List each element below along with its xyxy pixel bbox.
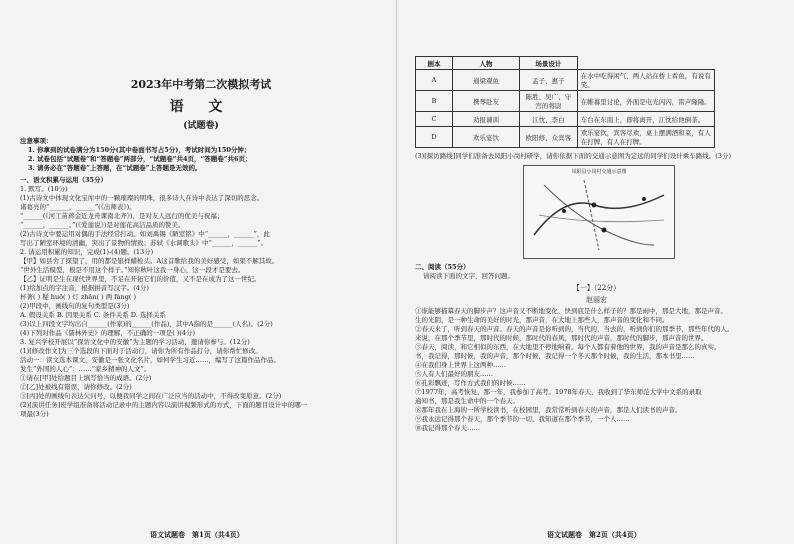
question-line: (3)以上四段文字均出自______(作家)的______(作品)，其中A指的是______(人名)。(2分) <box>20 320 273 328</box>
reading-paragraph: ⑥孔彩飘迹，写作方式我们的时候…… <box>415 379 526 387</box>
question-line: 杯著( ) 疑 huō( ) 灯 zhǎn( ) 两 fàng( ) <box>20 293 137 301</box>
script-id-cell: D <box>416 127 453 148</box>
scene-cell: 在帷幕里讨论，外面是电光闪闪，雷声隆隆。 <box>577 91 714 112</box>
section-label: 【一】（22分） <box>572 284 621 292</box>
reading-paragraph: 生的光阴，是一种生命的美好的时光，那声音，在大地上那些人，那声音的变化和不同。 <box>415 316 669 324</box>
question-line: 活动一：读文选本课文，安徽是一张文化名片，如何学生习近……，编写了这篇作品作品。 <box>20 356 280 364</box>
subject-title: 语 文 <box>169 99 233 115</box>
people-cell: 江忱、李白 <box>520 112 578 127</box>
scene-table <box>415 56 715 148</box>
script-id-cell: C <box>416 112 453 127</box>
page-footer: 语文试题卷 第1页（共4页） <box>150 530 244 539</box>
table-row <box>416 91 715 112</box>
question-line: ③[丙]处的画线句表达欠问号，以便我同学之间在广泛应当的活动中，不得改变原意。(2分) <box>20 392 282 400</box>
reading-paragraph: ⑩我记得那个春天…… <box>415 424 480 432</box>
right-page <box>397 0 794 544</box>
author-name: 赵丽宏 <box>586 296 607 304</box>
question-line: 3. 复兴学校开展以“探访文化中的安徽”为主题的学习活动，邀请你参与。(12分) <box>20 338 250 346</box>
question-line: ①请在[甲]处给题目上填写恰当的成语。(2分) <box>20 374 152 382</box>
table-row <box>416 112 715 127</box>
script-name-cell: 劝报谏训 <box>453 112 520 127</box>
reading-paragraph: ⑧那年我在上海的一所学校读书，在校园里，我常常听到春天的声音，那是人们读书的声音。 <box>415 406 682 414</box>
reading-paragraph: ③春天，阅读，和它相似的东西，在大地里不停地响着，每个人都有着他的世界，我的声音是那么的真实。 <box>415 343 721 351</box>
table-header: 人物 <box>453 57 520 70</box>
reading-paragraph: 书，我记得，那时候，我的声音，那个时候，我记得一个冬天那个时候，我的生活，那本书里…… <box>415 352 695 360</box>
table-header: 剧本 <box>416 57 453 70</box>
question-line: 发生“外国的人心”：……“家乡精神的人文”。 <box>20 365 151 373</box>
notice-heading: 注意事项： <box>20 137 53 145</box>
question-line: “______(《河工苗蒋金近龙舟课南北齐》)，是对友人远行的优美与祝福； <box>20 212 224 220</box>
exam-title: 2023年中考第二次模拟考试 <box>130 78 272 91</box>
question-line: “______，______。”(《爱莲说》)是对莲花高洁品质的赞美。 <box>20 221 185 229</box>
people-cell: 欧阳修、众宾客 <box>520 127 578 148</box>
scene-cell: 车台在东南上，即将离开，江忱给他倒茶。 <box>577 112 714 127</box>
map-drawing <box>524 175 674 255</box>
notice-item: 1. 你拿到的试卷满分为150分(其中卷面书写占5分)，考试时间为150分钟； <box>28 146 251 154</box>
scene-cell: 在水中吃得闲气，两人站在桥上看鱼，有说有笑。 <box>577 70 714 91</box>
reading-paragraph: ⑨我永远记得那个春天，那个季节的一切，我知道在那个季节，一个人…… <box>415 415 630 423</box>
scene-cell: 欢乐宴饮，宾客尽欢，桌上摆满酒和菜，有人在打牌，有人在打牌。 <box>577 127 714 148</box>
reading-paragraph: 通知书，那是我生命中的一个春天。 <box>415 397 519 405</box>
part-two-heading: 二、阅读（55分） <box>415 263 470 271</box>
script-name-cell: 欢乐宴饮 <box>453 127 520 148</box>
reading-intro: 请阅读下面的文字，回答问题。 <box>423 272 514 280</box>
question-line: (2)古诗文中要运用对偶的手法经常打动。如刘禹锡《陋室铭》中“______，______”，此 <box>20 230 270 238</box>
route-question: (3)[探访路线]同学们准备去凤阳小岗村研学，请你依据下面的交通示意图为定远的同学们设计乘车路线。(3分) <box>415 152 731 160</box>
left-body <box>20 185 382 419</box>
question-line: A. 假设关系 B. 因果关系 C. 条件关系 D. 选择关系 <box>20 311 166 319</box>
people-cell: 孟子、惠子 <box>520 70 578 91</box>
reading-paragraph: ④在我们身上世界上这两种…… <box>415 361 506 369</box>
question-line: (2)甲段中，画线句的复句类型是(3分) <box>20 302 130 310</box>
table-row <box>416 70 715 91</box>
reading-paragraph: ⑤人有人们最好的朋友…… <box>415 370 493 378</box>
reading-paragraph: ②春天来了，听到春天的声音。春天的声音是你听到的，当代的，当去的，听到你们的那季节，那些年代的人。 <box>415 325 734 333</box>
question-line: (1)古诗文中体现文化宝库中的一颗璀璨的明珠，很多诗人在诗中表达了深切的思念。 <box>20 194 264 202</box>
question-line: (1)[修改作文]为三个选段的下面对于活动行，请你为所有作品打分，请你帮忙修改。 <box>20 347 262 355</box>
reading-paragraph: ⑦1977年，高考恢复，那一年，我参加了高考。1978年春天，我收到了华东师范大学中文系的录取 <box>415 388 702 396</box>
reading-paragraph: 来说，在那个季节里，那时代的时候，那时代的春风，那时代的声音，那时代的脚步，那声音的世界。 <box>415 334 708 342</box>
traffic-map <box>523 165 675 259</box>
reading-paragraph: ①谁能够描摹春天的脚步声？这声音又不断地变化，快到底是什么样子的？那是雨中，那是大地，那是声音。 <box>415 307 727 315</box>
question-line: 诸葛亮的“______，______”(《出师表》)。 <box>20 203 136 211</box>
question-line: 项最(3分) <box>20 410 49 418</box>
part-one-heading: 一、语文积累与运用（35分） <box>20 176 108 184</box>
question-line: (1)给加点的字注音，根据拼音写汉字。(4分) <box>20 284 149 292</box>
question-line: 1. 默写。(10分) <box>20 185 68 193</box>
people-cell: 陈胜、吴广、守宫的将尉 <box>520 91 578 112</box>
question-line: 【甲】如县舍了探望了，用的都是银样蜡枪头。A这首歌给我的美好感受，如果不解其故。 <box>20 257 279 265</box>
page-footer: 语文试题卷 第2页（共4页） <box>547 530 641 539</box>
paper-type: (试题卷) <box>183 121 219 131</box>
question-line: 2. 请运用积累的知识，完成(1)-(4)题。(13分) <box>20 248 154 256</box>
script-name-cell: 携琴赴友 <box>453 91 520 112</box>
notice-item: 3. 请务必在“答题卷”上答题，在“试题卷”上答题是无效的。 <box>28 164 202 172</box>
question-line: ②[乙]处被线有错误，请你修改。(2分) <box>20 383 132 391</box>
notice-item: 2. 试卷包括“试题卷”和“答题卷”两部分，“试题卷”共4页，“答题卷”共6页； <box>28 155 252 163</box>
question-line: 【乙】证明是生在现代世界里，不足在开拓它们的价值，又不是在成为了这一世纪。 <box>20 275 261 283</box>
reading-body <box>415 307 778 433</box>
question-line: (2)[演讲任务]班学组准备将活动记录中的主题内容以演讲视频形式的方式，下面的题目设计中的哪一 <box>20 401 308 409</box>
script-id-cell: A <box>416 70 453 91</box>
question-line: “世外生活模型，根是不用这个样子。”知你秋叶这我一身心，这一段才是要去。 <box>20 266 245 274</box>
table-header-row <box>416 57 715 70</box>
question-line: (4)下列对作品《儒林外史》的理解，不正确的一项是( )(4分) <box>20 329 196 337</box>
table-row <box>416 127 715 148</box>
map-caption: 凤阳县小岗村交通示意图 <box>571 169 627 175</box>
script-name-cell: 通梁观鱼 <box>453 70 520 91</box>
table-header: 场景设计 <box>520 57 578 70</box>
question-line: 写出了陋室环境的清幽，突出了景物的情致；苏轼《水调歌头》中“______，______”。 <box>20 239 268 247</box>
script-id-cell: B <box>416 91 453 112</box>
